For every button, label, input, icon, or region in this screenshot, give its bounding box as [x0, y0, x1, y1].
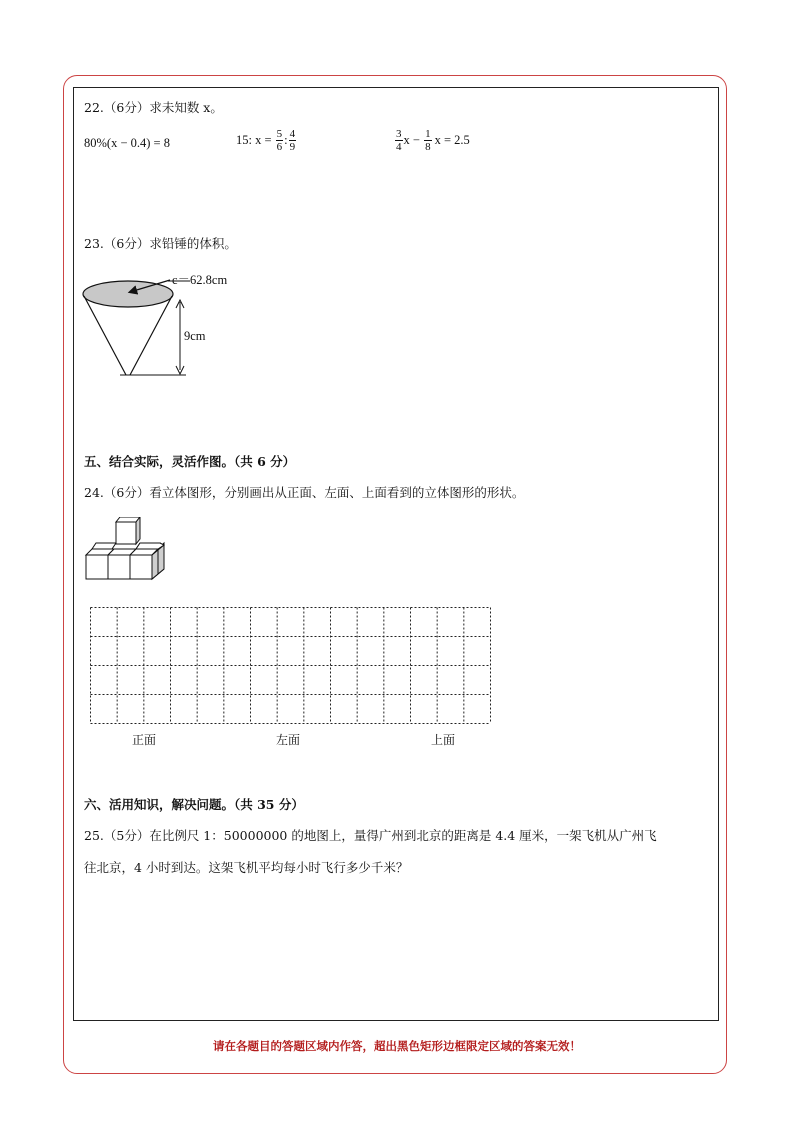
q22-equation-2: [236, 128, 297, 153]
height-label: 9cm: [184, 329, 206, 343]
q22-equation-1: 80%(x − 0.4) = 8: [84, 136, 170, 150]
view-label-left: 左面: [276, 733, 301, 747]
cone-base-ellipse: [83, 281, 173, 307]
eq3-suffix: x = 2.5: [434, 133, 470, 147]
eq2-fraction-2-num: 4: [289, 128, 296, 140]
section-5-heading: 五、结合实际，灵活作图。（共 6 分）: [84, 454, 296, 469]
circumference-label: c＝62.8cm: [172, 273, 228, 287]
eq3-fraction-2-den: 8: [425, 141, 431, 153]
eq3-fraction-2: [424, 128, 432, 153]
eq2-colon: :: [284, 133, 288, 147]
eq2-fraction-1-den: 6: [276, 141, 283, 153]
view-label-top: 上面: [431, 733, 456, 747]
eq3-fraction-1: [395, 128, 403, 153]
eq3-fraction-1-num: 3: [396, 128, 402, 140]
q25-line-2: 往北京，4 小时到达。这架飞机平均每小时飞行多少千米？: [84, 860, 409, 875]
eq2-fraction-2: [289, 128, 297, 153]
eq3-mid: x −: [403, 133, 424, 147]
q22-equation-3: [394, 128, 470, 153]
cube-stack-figure: [84, 517, 172, 583]
eq2-fraction-1: [276, 128, 284, 153]
cone-left-edge: [84, 296, 126, 375]
q23-title: 23.（6分）求铅锤的体积。: [84, 236, 237, 251]
footer-notice: 请在各题目的答题区域内作答，超出黑色矩形边框限定区域的答案无效！: [213, 1039, 581, 1053]
q25-line-1: 25.（5分）在比例尺 1：50000000 的地图上，量得广州到北京的距离是 4.4 厘米，一架飞机从广州飞: [84, 828, 657, 843]
eq3-fraction-1-den: 4: [396, 141, 402, 153]
drawing-grid[interactable]: [89, 606, 492, 726]
eq2-fraction-2-den: 9: [289, 141, 296, 153]
section-6-heading: 六、活用知识，解决问题。（共 35 分）: [84, 797, 304, 812]
view-label-front: 正面: [132, 733, 157, 747]
cone-right-edge: [130, 296, 172, 375]
q24-title: 24.（6分）看立体图形，分别画出从正面、左面、上面看到的立体图形的形状。: [84, 485, 525, 500]
eq2-fraction-1-num: 5: [276, 128, 283, 140]
eq3-fraction-2-num: 1: [425, 128, 431, 140]
eq2-prefix: 15: x =: [236, 133, 275, 147]
q22-title: 22.（6分）求未知数 x。: [84, 100, 223, 115]
